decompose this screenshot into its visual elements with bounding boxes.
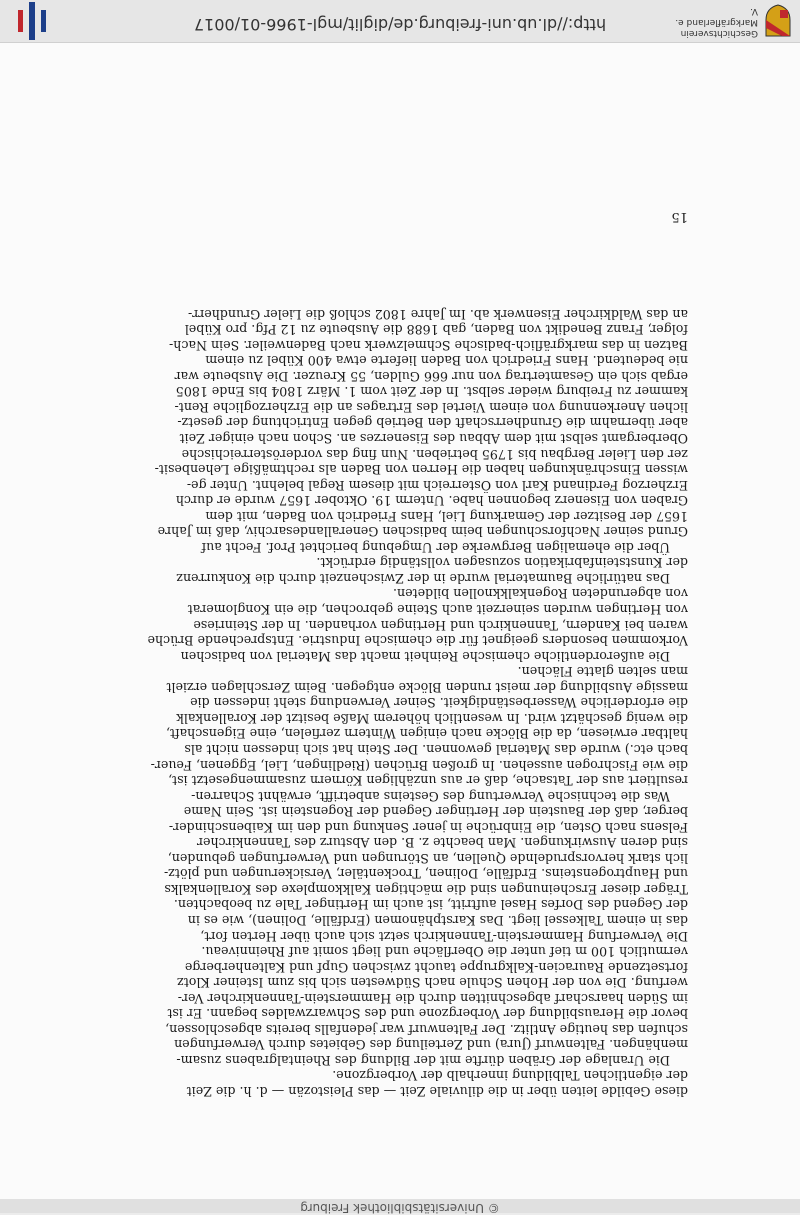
text-line: Erzherzog Ferdinand Karl von Österreich mit diesem Regal belehnt. Unter ge- — [186, 477, 688, 493]
text-line: lichen Anerkennung von einem Viertel des Ertrages an die Erzherzogliche Rent- — [174, 399, 688, 415]
text-line: die wie Fischrogen aussehen. In großen Brüchen (Riedlingen, Liel, Eggenen, Feuer- — [150, 757, 688, 773]
text-line: wissen Einschränkungen haben die Herren von Baden als rechtmäßige Lehenbesit- — [154, 462, 688, 478]
text-line: ergab sich ein Gesamtertrag von nur 666 Gulden, 55 Kreuzer. Die Ausbeute war — [174, 368, 688, 384]
text-line: bach etc.) wurde das Material gewonnen. Der Stein hat sich indessen nicht als — [184, 741, 688, 757]
text-line: Die Uranlage der Gräben dürfte mit der Bildung des Rheintalgrabens zusam- — [176, 1052, 670, 1068]
text-line: Batzen in das markgräflich-badische Schmelzwerk nach Badenweiler. Sein Nach- — [169, 337, 688, 353]
text-line: an das Waldkircher Eisenwerk ab. Im Jahre 1802 schloß die Lieler Grundherr- — [187, 306, 688, 322]
text-line: Über die ehemaligen Bergwerke der Umgebung berichtet Prof. Fecht auf — [201, 539, 670, 555]
text-line: berger, daß der Baustein der Hertinger Gegend der Rogenstein ist. Sein Name — [183, 804, 688, 820]
text-line: zer den Lieler Bergbau bis 1795 betrieben. Nun fing das vorderösterreichische — [181, 446, 688, 462]
text-line: von abgerundeten Rogenkalkknollen bildeten. — [393, 586, 688, 602]
text-line: das in einem Talkessel liegt. Das Karstphänomen (Erdfälle, Dolinen), wie es in — [187, 912, 688, 928]
viewer-header-band — [0, 1198, 800, 1213]
copyright-notice-top: © Universitätsbibliothek Freiburg — [300, 1201, 500, 1215]
text-line: der Gegend des Dorfes Hasel auftritt, ist auch im Hertinger Tale zu beobachten. — [173, 897, 688, 913]
text-line: bevor die Herausbildung der Vorbergzone und des Schwarzwaldes begann. Er ist — [167, 1006, 688, 1022]
text-line: fortsetzende Rauracien-Kalkgruppe taucht zwischen Gupf und Kaltenherberge — [184, 959, 688, 975]
text-line: von Hertingen wurden seinerzeit auch Steine gebrochen, die ein Konglomerat — [187, 602, 688, 618]
text-line: Grund seiner Nachforschungen beim badischen Generallandesarchiv, daß im Jahre — [157, 524, 688, 540]
document-url[interactable]: http://dl.ub.uni-freiburg.de/diglit/mgl-1966-01/0017 — [193, 15, 607, 34]
text-line: lich stark hervorsprudelnde Quellen, an Störungen und Verwerfungen gebunden, — [167, 850, 688, 866]
text-line: die wenig geschätzt wird. In wesentlich höherem Maße besitzt der Korallenkalk — [176, 710, 688, 726]
text-line: sind deren Auswirkungen. Man beachte z. B. den Absturz des Tannenkircher — [197, 835, 688, 851]
scanned-page — [0, 43, 800, 1199]
text-line: 1657 der Besitzer der Gemarkung Liel, Hans Friedrich von Baden, mit dem — [205, 508, 688, 524]
text-line: Die Verwerfung Hammerstein-Tannenkirch setzt sich auch über Herten fort, — [200, 928, 688, 944]
text-line: kammer zu Freiburg wieder selbst. In der Zeit vom 1. März 1804 bis Ende 1805 — [175, 384, 688, 400]
text-line: Vorkommen besonders geeignet für die chemische Industrie. Entsprechende Brüche — [147, 633, 688, 649]
text-line: und Hauptrogensteins. Erdfälle, Dolinen, Trockentäler, Versickerungen und plötz- — [164, 866, 688, 882]
text-line: Graben von Eisenerz begonnen habe. Unterm 19. Oktober 1657 wurde er durch — [175, 493, 688, 509]
university-library-logo-icon — [12, 2, 52, 40]
text-line: haltbar erwiesen, da die Blöcke nach einigen Wintern zerfielen, eine Eigenschaft, — [165, 726, 688, 742]
text-line: werfung. Die von der Hohen Schule nach Südwesten sich bis zum Isteiner Klotz — [177, 975, 688, 991]
text-line: vermutlich 100 m tief unter die Oberfläche und liegt somit auf Rheinniveau. — [201, 944, 688, 960]
text-line: folger, Franz Benedikt von Baden, gab 1688 die Ausbeute zu 12 Pfg. pro Kübel — [184, 322, 688, 338]
text-line: der eigentlichen Talbildung innerhalb der Vorbergzone. — [332, 1068, 688, 1084]
society-name-line1: Geschichtsverein — [680, 28, 758, 38]
viewer-footer-band — [0, 0, 800, 43]
text-line: Was die technische Verwertung des Gesteins anbetrifft, erwähnt Scharren- — [191, 788, 670, 804]
text-line: Die außerordentliche chemische Reinheit macht das Material von badischen — [180, 648, 670, 664]
text-line: Träger dieser Erscheinungen sind die mächtigen Kalkkomplexe des Korallenkalks — [164, 881, 688, 897]
body-text — [98, 306, 688, 1099]
text-line: man selten glatte Flächen. — [517, 664, 688, 680]
text-line: Das natürliche Baumaterial wurde in der Zwischenzeit durch die Konkurrenz — [176, 570, 670, 586]
text-line: resultiert aus der Tatsache, daß er aus unzähligen Körnern zusammengesetzt ist, — [168, 773, 688, 789]
text-line: waren bei Kandern, Tannenkirch und Hertingen vorhanden. In der Steinriese — [193, 617, 688, 633]
text-line: menhängen. Faltenwurf (Jura) und Zerteilung des Gebietes durch Verwerfungen — [174, 1037, 688, 1053]
text-line: diese Gebilde leiten über in die diluviale Zeit — das Pleistozän — d. h. die Zeit — [186, 1084, 688, 1099]
text-line: aber übernahm die Grundherrschaft den Betrieb gegen Entrichtung der gesetz- — [177, 415, 688, 431]
text-line: im Süden haarscharf abgeschnitten durch die Hammerstein-Tannenkircher Ver- — [177, 990, 688, 1006]
text-line: massige Ausbildung der meist runden Blöcke entgegen. Beim Zerschlagen erzielt — [166, 679, 688, 695]
society-name-line2: Markgräflerland e. V. — [675, 6, 758, 27]
text-line: nie bedeutend. Hans Friedrich von Baden lieferte etwa 400 Kübel zu einem — [205, 353, 688, 369]
text-line: die erforderliche Wasserbeständigkeit. Seiner Verwendung steht indessen die — [190, 695, 688, 711]
text-line: schufen das heutige Antlitz. Der Faltenwurf war jedenfalls bereits abgeschlossen, — [165, 1021, 688, 1037]
page-number: 15 — [671, 209, 688, 224]
text-line: Felsens nach Osten, die Einbrüche in jener Senkung und den im Kaibenschinder- — [168, 819, 688, 835]
text-line: Oberbergamt selbst mit dem Abbau des Eisenerzes an. Schon nach einiger Zeit — [179, 431, 688, 447]
text-line: der Kunststeinfabrikation sozusagen vollständig erdrückt. — [316, 555, 688, 571]
